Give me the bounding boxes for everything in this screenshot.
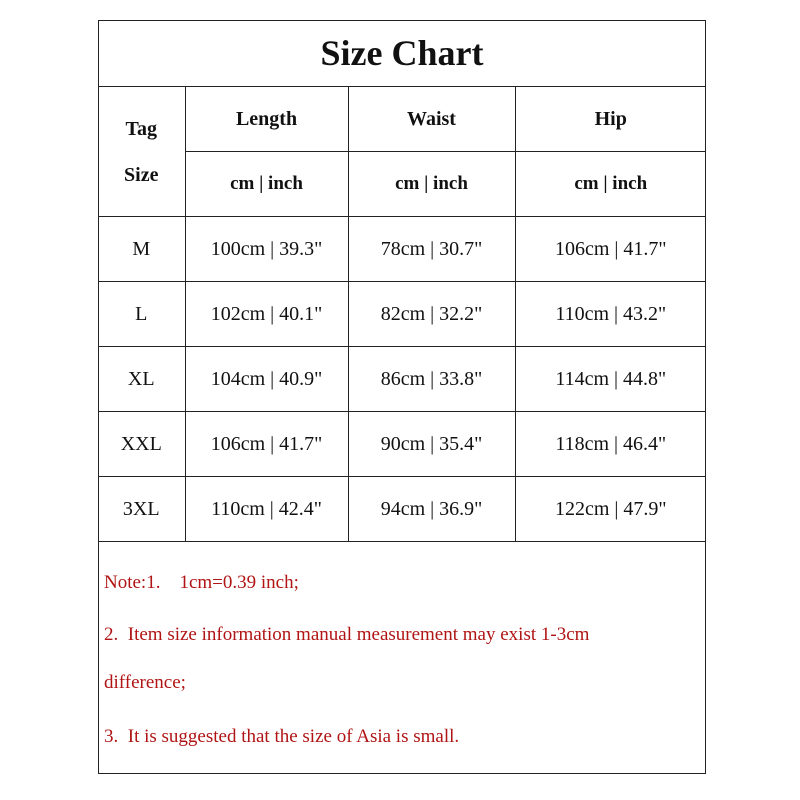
size-cell: 3XL (98, 477, 185, 542)
tag-size-label-line2: Size (124, 163, 159, 186)
length-header: Length (185, 87, 348, 152)
note-2-continued: difference; (104, 672, 186, 693)
hip-cell: 106cm | 41.7" (515, 217, 706, 282)
table-row (98, 217, 706, 282)
table-row (98, 412, 706, 477)
unit-row (98, 152, 706, 217)
note-2: 2. Item size information manual measurement may exist 1-3cm (104, 624, 590, 645)
size-cell: XL (98, 347, 185, 412)
waist-unit-label: cm | inch (348, 152, 515, 217)
waist-cell: 86cm | 33.8" (348, 347, 515, 412)
length-cell: 102cm | 40.1" (185, 282, 348, 347)
table-row (98, 282, 706, 347)
tag-size-label-line1: Tag (125, 117, 157, 140)
size-cell: L (98, 282, 185, 347)
length-cell: 106cm | 41.7" (185, 412, 348, 477)
hip-cell: 118cm | 46.4" (515, 412, 706, 477)
waist-cell: 94cm | 36.9" (348, 477, 515, 542)
waist-cell: 82cm | 32.2" (348, 282, 515, 347)
table-row (98, 477, 706, 542)
chart-title: Size Chart (98, 20, 706, 87)
hip-cell: 122cm | 47.9" (515, 477, 706, 542)
length-unit-label: cm | inch (185, 152, 348, 217)
hip-cell: 110cm | 43.2" (515, 282, 706, 347)
length-cell: 104cm | 40.9" (185, 347, 348, 412)
tag-size-header (98, 87, 185, 217)
length-cell: 110cm | 42.4" (185, 477, 348, 542)
size-cell: XXL (98, 412, 185, 477)
note-3: 3. It is suggested that the size of Asia is small. (104, 726, 460, 747)
hip-header: Hip (515, 87, 706, 152)
waist-cell: 78cm | 30.7" (348, 217, 515, 282)
size-table (98, 87, 706, 542)
header-row (98, 87, 706, 152)
waist-cell: 90cm | 35.4" (348, 412, 515, 477)
waist-header: Waist (348, 87, 515, 152)
length-cell: 100cm | 39.3" (185, 217, 348, 282)
hip-unit-label: cm | inch (515, 152, 706, 217)
table-row (98, 347, 706, 412)
size-cell: M (98, 217, 185, 282)
hip-cell: 114cm | 44.8" (515, 347, 706, 412)
note-1: Note:1. 1cm=0.39 inch; (104, 572, 299, 593)
